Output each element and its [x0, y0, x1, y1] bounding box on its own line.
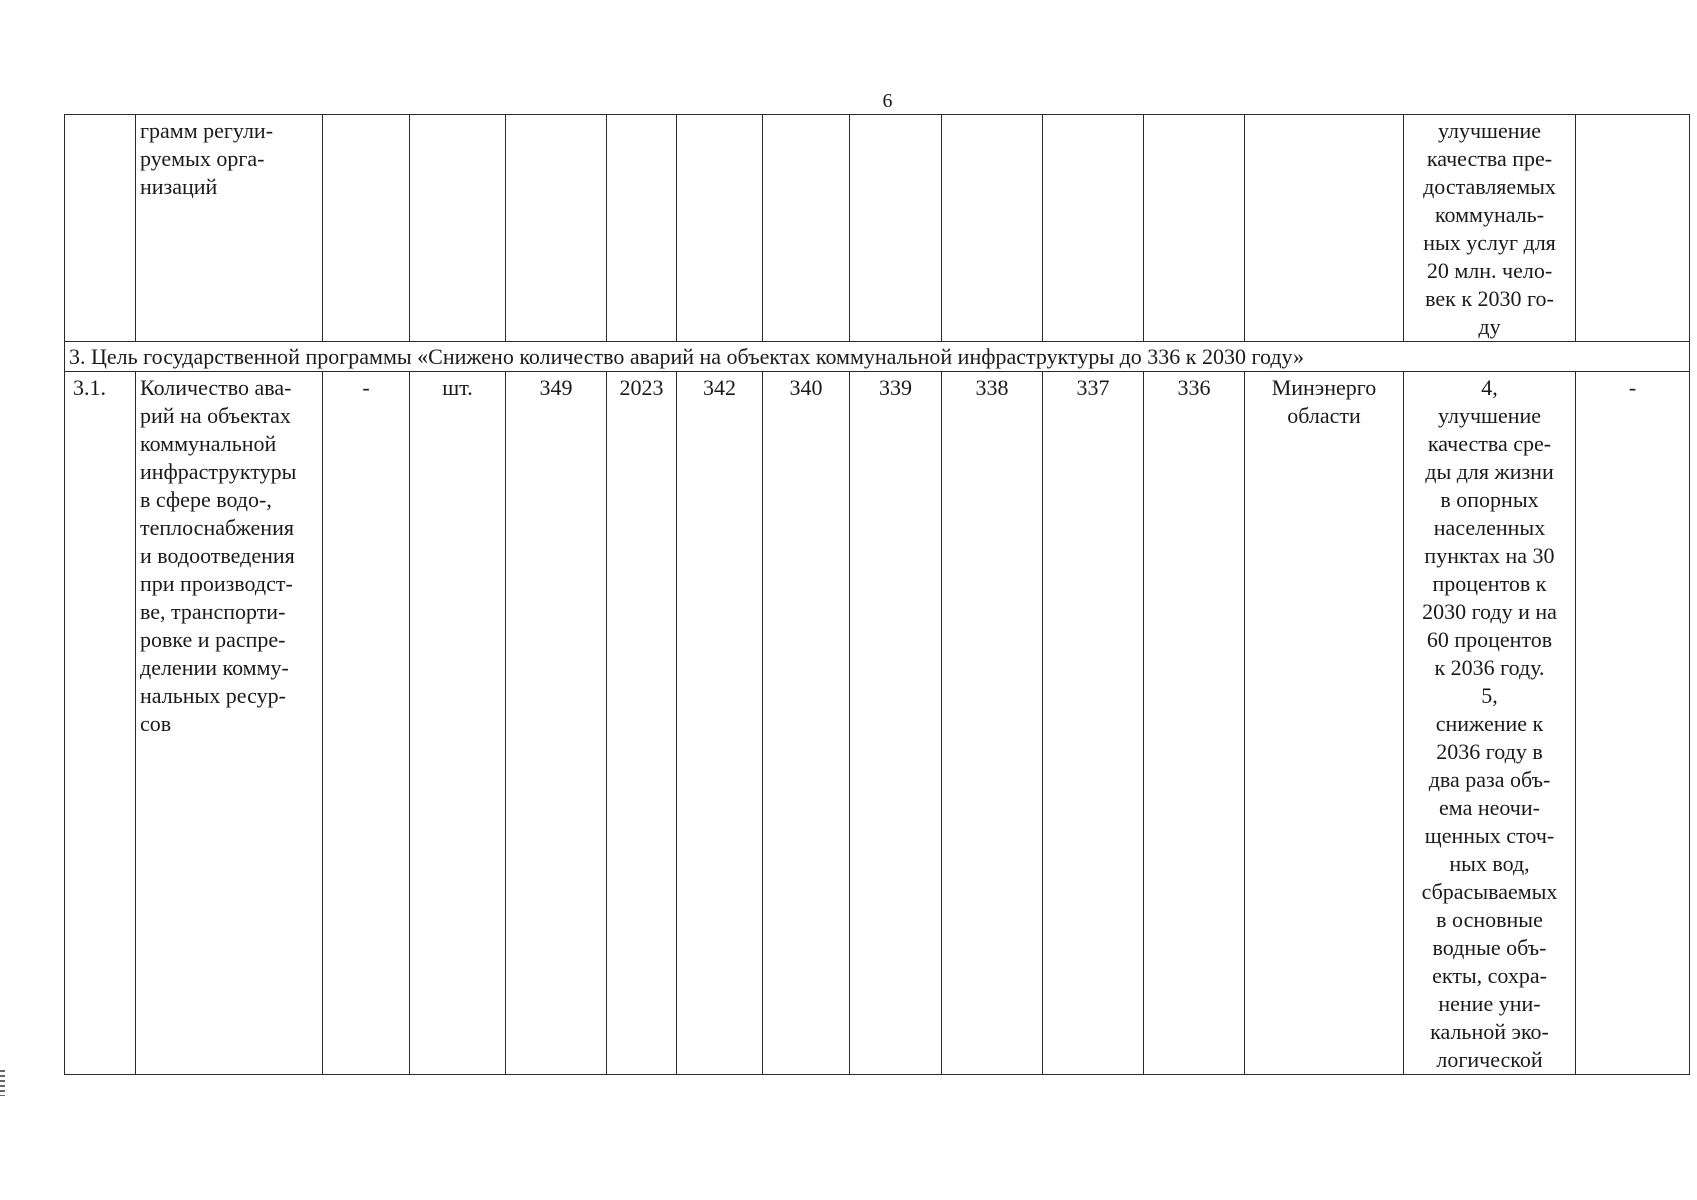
cell-base-year: 2023: [607, 372, 677, 1075]
cell-base-year: [607, 115, 677, 342]
national-goal-text: улучшение качества пре- доставляемых коммуналь- ных услуг для 20 млн. чело- век к 2030 го- ду: [1423, 118, 1556, 339]
cell-value: 339: [850, 372, 942, 1075]
cell-last: -: [1576, 372, 1690, 1075]
cell-value: 340: [763, 372, 850, 1075]
cell-unit: шт.: [410, 372, 506, 1075]
continued-row: [65, 115, 1690, 342]
cell-national-goal: [1404, 372, 1576, 1075]
cell-value: 338: [942, 372, 1043, 1075]
cell-value: [942, 115, 1043, 342]
cell-level: [323, 115, 410, 342]
cell-responsible: [1245, 372, 1404, 1075]
cell-value: [1144, 115, 1245, 342]
national-goal-text: 4, улучшение качества сре- ды для жизни в опорных населенных пунктах на 30 процентов к 2030 году и на 60 процентов к 2036 году. 5, снижение к 2036 году в два раза объ- ема неочи- щенных сточ- ных вод, сбрасываемых в основные водные объ- екты, сохра- нение уни- кальной эко- логической: [1421, 375, 1558, 1072]
cell-indicator: [136, 115, 323, 342]
cell-number: [65, 115, 136, 342]
cell-base-value: [506, 115, 607, 342]
indicator-text: грамм регули- руемых орга- низаций: [140, 118, 274, 199]
cell-value: 337: [1043, 372, 1144, 1075]
cell-value: 342: [677, 372, 763, 1075]
cell-national-goal: [1404, 115, 1576, 342]
section-header-row: [65, 342, 1690, 372]
cell-value: [1043, 115, 1144, 342]
indicator-row: [65, 372, 1690, 1075]
cell-value: [763, 115, 850, 342]
responsible-text: Минэнерго области: [1271, 375, 1377, 428]
indicator-text: Количество ава- рий на объектах коммунальной инфраструктуры в сфере водо-, теплоснабжения и водоотведения при производст- ве, транспорти- ровке и распре- делении комму- нальных ресур- сов: [140, 375, 297, 736]
cell-level: -: [323, 372, 410, 1075]
cell-value: [850, 115, 942, 342]
indicator-table: [64, 114, 1690, 1075]
cell-indicator: [136, 372, 323, 1075]
cell-value: 336: [1144, 372, 1245, 1075]
cell-unit: [410, 115, 506, 342]
scan-artifact: [0, 1070, 5, 1096]
page-number: 6: [882, 90, 893, 112]
cell-responsible: [1245, 115, 1404, 342]
section-header: 3. Цель государственной программы «Снижено количество аварий на объектах коммунальной инфраструктуры до 336 к 2030 году»: [65, 342, 1690, 372]
cell-base-value: 349: [506, 372, 607, 1075]
cell-value: [677, 115, 763, 342]
cell-last: [1576, 115, 1690, 342]
row-number: 3.1.: [65, 372, 136, 1075]
